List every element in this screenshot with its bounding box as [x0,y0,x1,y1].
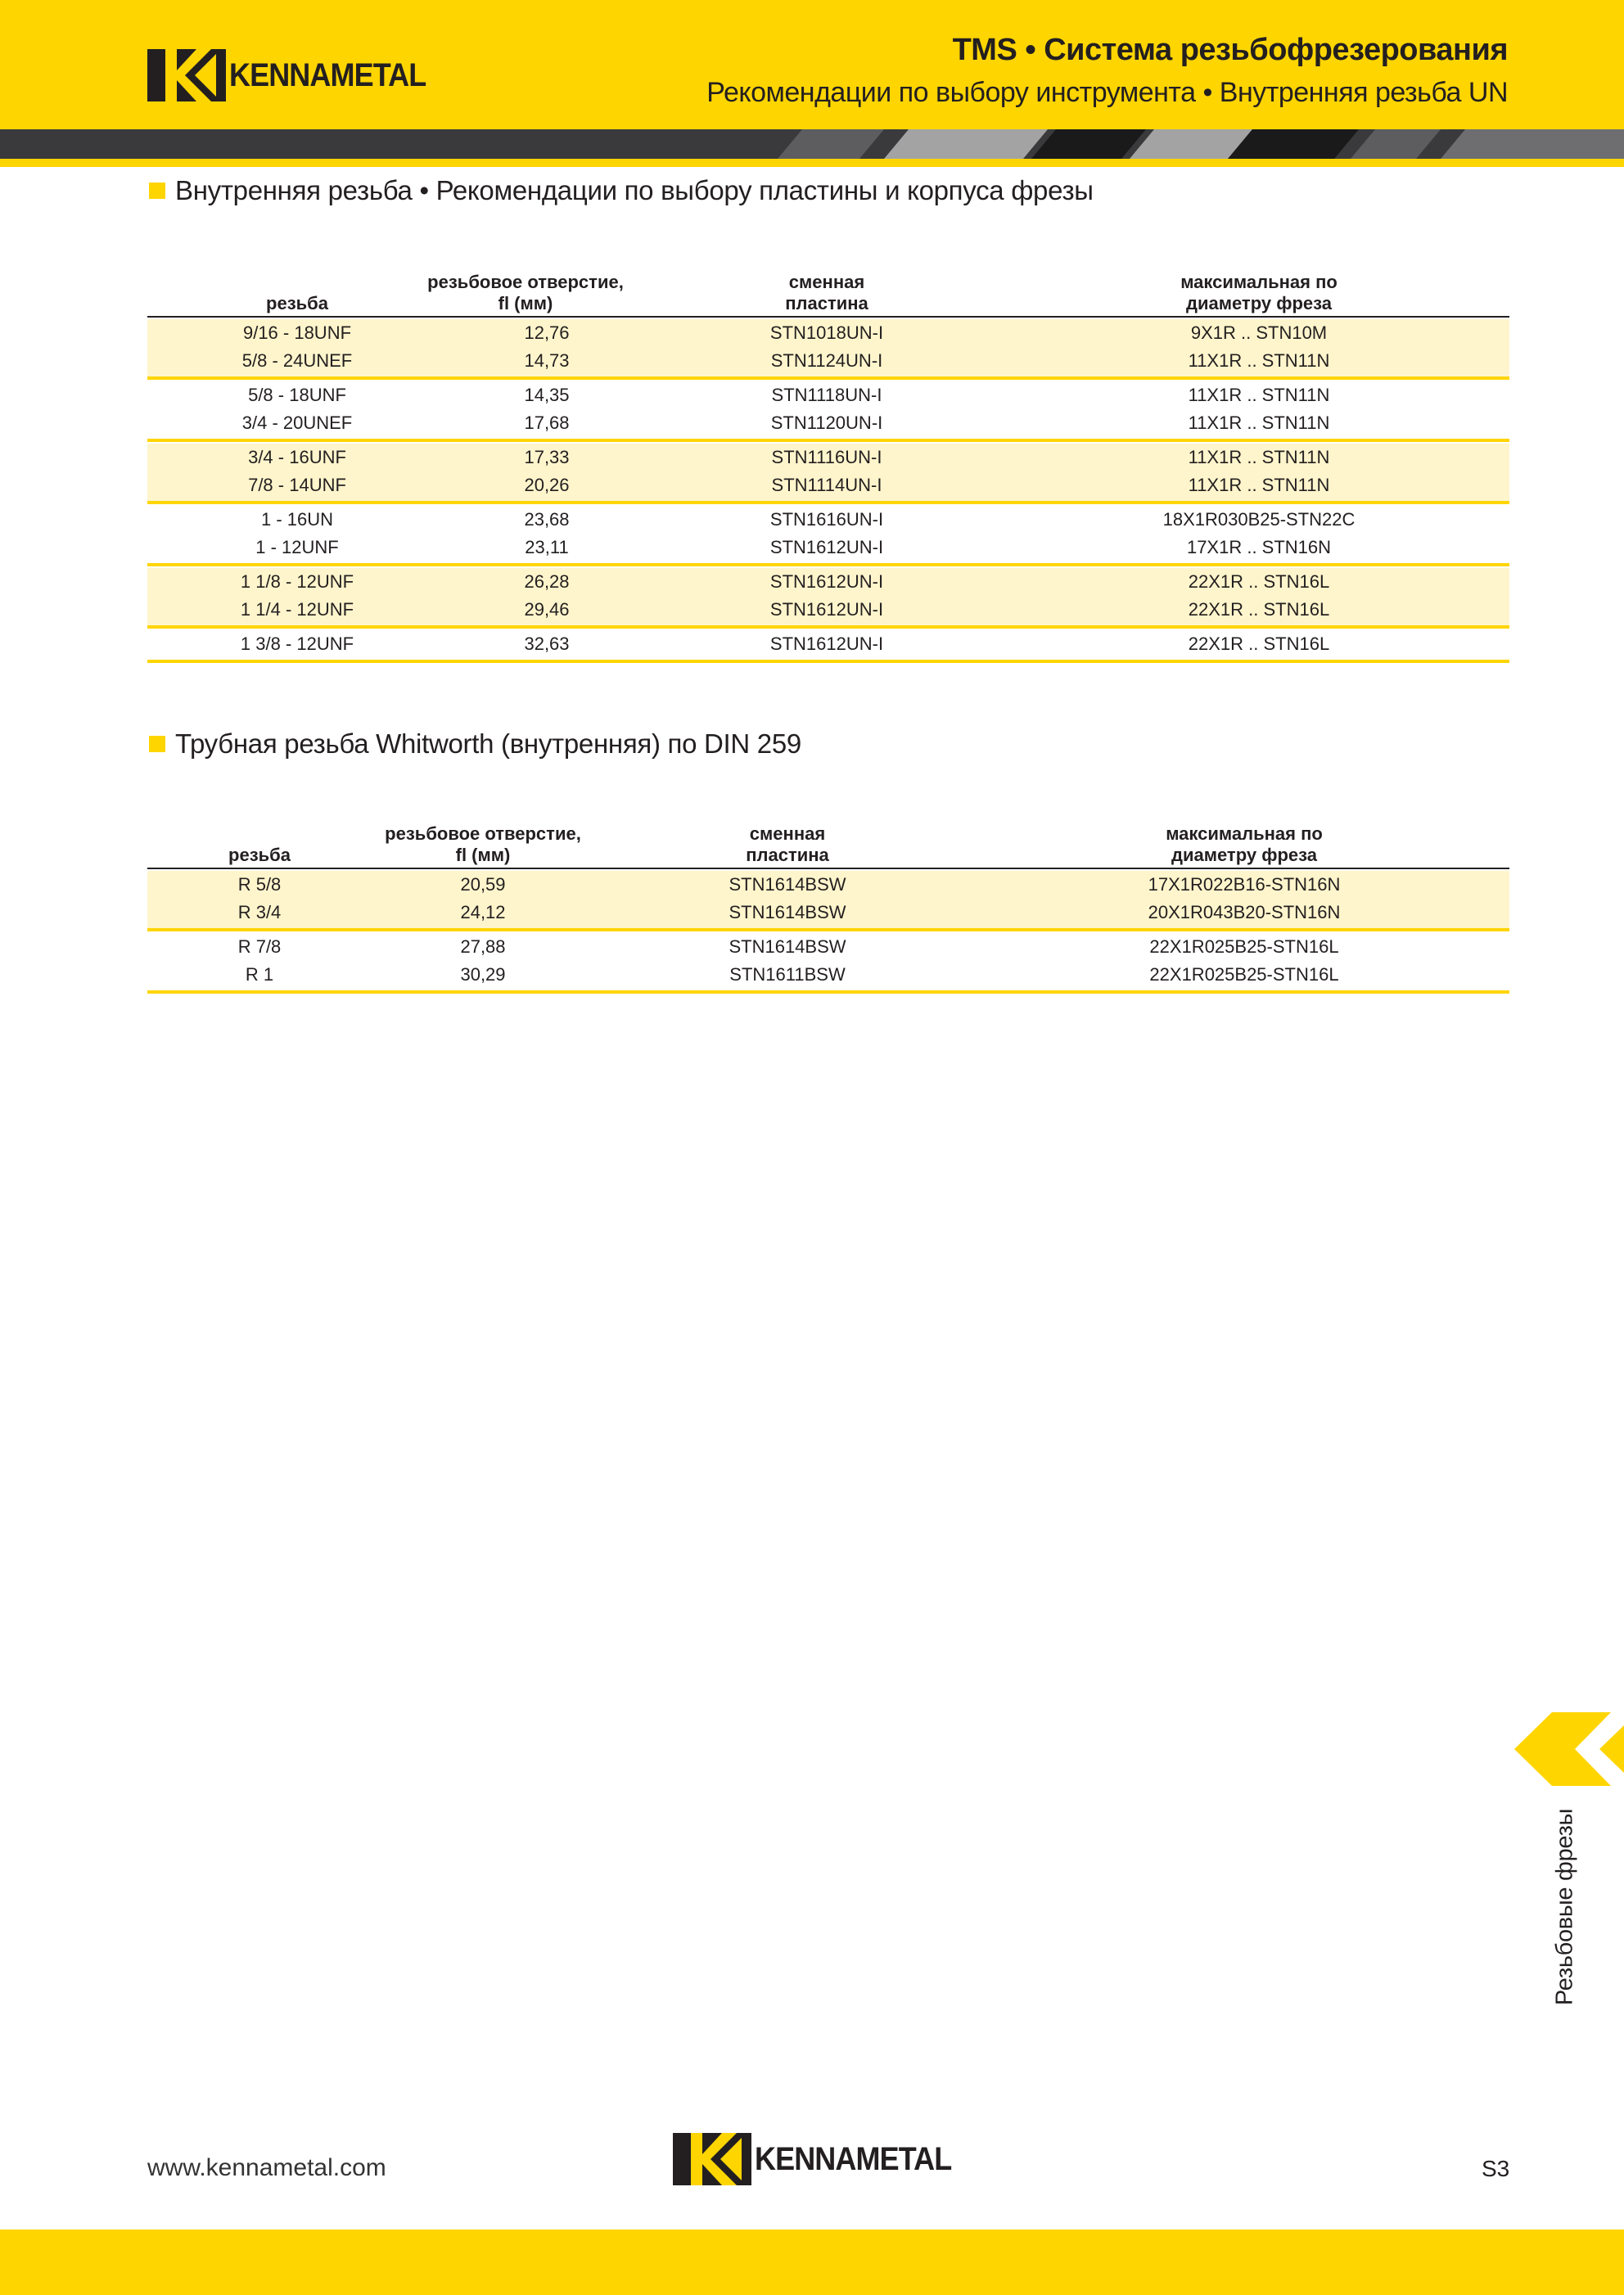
cell-thread: R 5/8 [237,874,282,895]
cell-thread: 3/4 - 16UNF [248,447,346,467]
cell-cutter: 11X1R .. STN11N [1188,350,1330,371]
cell-insert: STN1018UN-I [769,322,884,343]
header-logo [147,49,448,101]
cell-cutter: 11X1R .. STN11N [1188,413,1330,433]
column-header-insert: сменная пластина [746,823,829,865]
table-header [147,822,1509,869]
row-group [147,871,1509,931]
table-row [147,319,1509,347]
table-header [147,270,1509,318]
cell-cutter: 22X1R025B25-STN16L [1149,964,1339,985]
table-body [147,319,1509,663]
cell-thread: 1 1/8 - 12UNF [240,571,354,592]
footer-band [0,2230,1624,2295]
cell-insert: STN1614BSW [729,874,846,895]
brand-wordmark: KENNAMETAL [229,56,426,93]
cell-insert: STN1612UN-I [769,571,884,592]
table-row [147,568,1509,596]
decorative-stripe-band [0,129,1624,159]
cell-insert: STN1614BSW [729,902,846,922]
cell-hole: 14,73 [524,350,570,371]
section-heading-whitworth [149,728,801,760]
cell-hole: 14,35 [524,385,570,405]
row-group [147,444,1509,504]
cell-insert: STN1612UN-I [769,633,884,654]
column-header-thread: резьба [228,845,291,865]
cell-cutter: 17X1R022B16-STN16N [1148,874,1341,895]
brand-wordmark: KENNAMETAL [755,2140,952,2177]
whitworth-selection-table [147,822,1509,994]
table-row [147,899,1509,927]
cell-insert: STN1114UN-I [771,475,882,495]
column-header-thread: резьба [266,293,328,313]
row-group [147,630,1509,663]
table-row [147,534,1509,561]
table-row [147,933,1509,961]
footer-logo [673,2133,973,2185]
row-group [147,506,1509,566]
cell-thread: 1 - 12UNF [255,537,339,557]
cell-thread: R 1 [245,964,274,985]
header-underline [0,159,1624,167]
cell-insert: STN1616UN-I [769,509,884,530]
cell-hole: 20,26 [524,475,570,495]
thread-selection-table [147,270,1509,663]
kennametal-k-icon [147,49,226,101]
column-header-insert: сменная пластина [785,272,868,313]
cell-insert: STN1611BSW [729,964,846,985]
cell-cutter: 22X1R .. STN16L [1188,599,1330,620]
column-header-cutter: максимальная по диаметру фреза [1166,823,1323,865]
cell-insert: STN1120UN-I [770,413,883,433]
cell-cutter: 22X1R .. STN16L [1188,633,1330,654]
table-row [147,871,1509,899]
cell-thread: R 3/4 [237,902,282,922]
table-body [147,871,1509,994]
cell-cutter: 17X1R .. STN16N [1186,537,1332,557]
cell-hole: 32,63 [524,633,570,654]
section-heading-text: Внутренняя резьба • Рекомендации по выбору пластины и корпуса фрезы [175,175,1094,205]
cell-cutter: 22X1R025B25-STN16L [1149,936,1339,957]
cell-insert: STN1124UN-I [770,350,883,371]
cell-cutter: 20X1R043B20-STN16N [1148,902,1341,922]
table-row [147,630,1509,658]
table-row [147,961,1509,989]
table-row [147,596,1509,624]
table-row [147,471,1509,499]
column-header-cutter: максимальная по диаметру фреза [1180,272,1338,313]
column-header-hole: резьбовое отверстие, fl (мм) [427,272,624,313]
row-group [147,568,1509,629]
table-row [147,409,1509,437]
cell-thread: R 7/8 [237,936,282,957]
cell-hole: 24,12 [460,902,506,922]
cell-cutter: 11X1R .. STN11N [1188,475,1330,495]
footer-website-link[interactable]: www.kennametal.com [147,2154,386,2181]
cell-hole: 29,46 [524,599,570,620]
cell-thread: 3/4 - 20UNEF [241,413,353,433]
cell-hole: 12,76 [524,322,570,343]
row-group [147,933,1509,994]
cell-cutter: 11X1R .. STN11N [1188,447,1330,467]
cell-hole: 30,29 [460,964,506,985]
cell-hole: 23,11 [525,537,569,557]
square-bullet-icon [149,183,165,199]
cell-hole: 27,88 [460,936,506,957]
page-subtitle: Рекомендации по выбору инструмента • Внутренняя резьба UN [706,77,1508,108]
cell-thread: 7/8 - 14UNF [248,475,346,495]
page-number: S3 [1482,2156,1510,2181]
table-row [147,381,1509,409]
page-title: TMS • Система резьбофрезерования [952,33,1508,67]
row-group [147,319,1509,380]
cell-thread: 5/8 - 24UNEF [241,350,353,371]
cell-thread: 9/16 - 18UNF [242,322,352,343]
cell-hole: 26,28 [524,571,570,592]
cell-hole: 23,68 [524,509,570,530]
row-group [147,381,1509,442]
cell-cutter: 9X1R .. STN10M [1190,322,1328,343]
section-heading-internal-thread [149,175,1094,206]
cell-hole: 17,33 [524,447,570,467]
kennametal-k-icon [673,2133,751,2185]
cell-insert: STN1612UN-I [769,599,884,620]
cell-thread: 1 - 16UN [260,509,334,530]
cell-thread: 1 3/8 - 12UNF [240,633,354,654]
cell-insert: STN1118UN-I [771,385,882,405]
table-row [147,347,1509,375]
cell-insert: STN1614BSW [729,936,846,957]
cell-cutter: 18X1R030B25-STN22C [1162,509,1356,530]
table-row [147,506,1509,534]
column-header-hole: резьбовое отверстие, fl (мм) [385,823,581,865]
cell-cutter: 22X1R .. STN16L [1188,571,1330,592]
side-tab-chevron-icon[interactable] [1514,1712,1624,1786]
cell-cutter: 11X1R .. STN11N [1188,385,1330,405]
cell-insert: STN1116UN-I [771,447,882,467]
cell-hole: 20,59 [460,874,506,895]
cell-hole: 17,68 [524,413,570,433]
cell-insert: STN1612UN-I [769,537,884,557]
section-heading-text: Трубная резьба Whitworth (внутренняя) по DIN 259 [175,728,801,759]
table-row [147,444,1509,471]
side-tab-label[interactable]: Резьбовые фрезы [1551,1808,1578,2006]
square-bullet-icon [149,736,165,752]
cell-thread: 5/8 - 18UNF [248,385,346,405]
cell-thread: 1 1/4 - 12UNF [240,599,354,620]
